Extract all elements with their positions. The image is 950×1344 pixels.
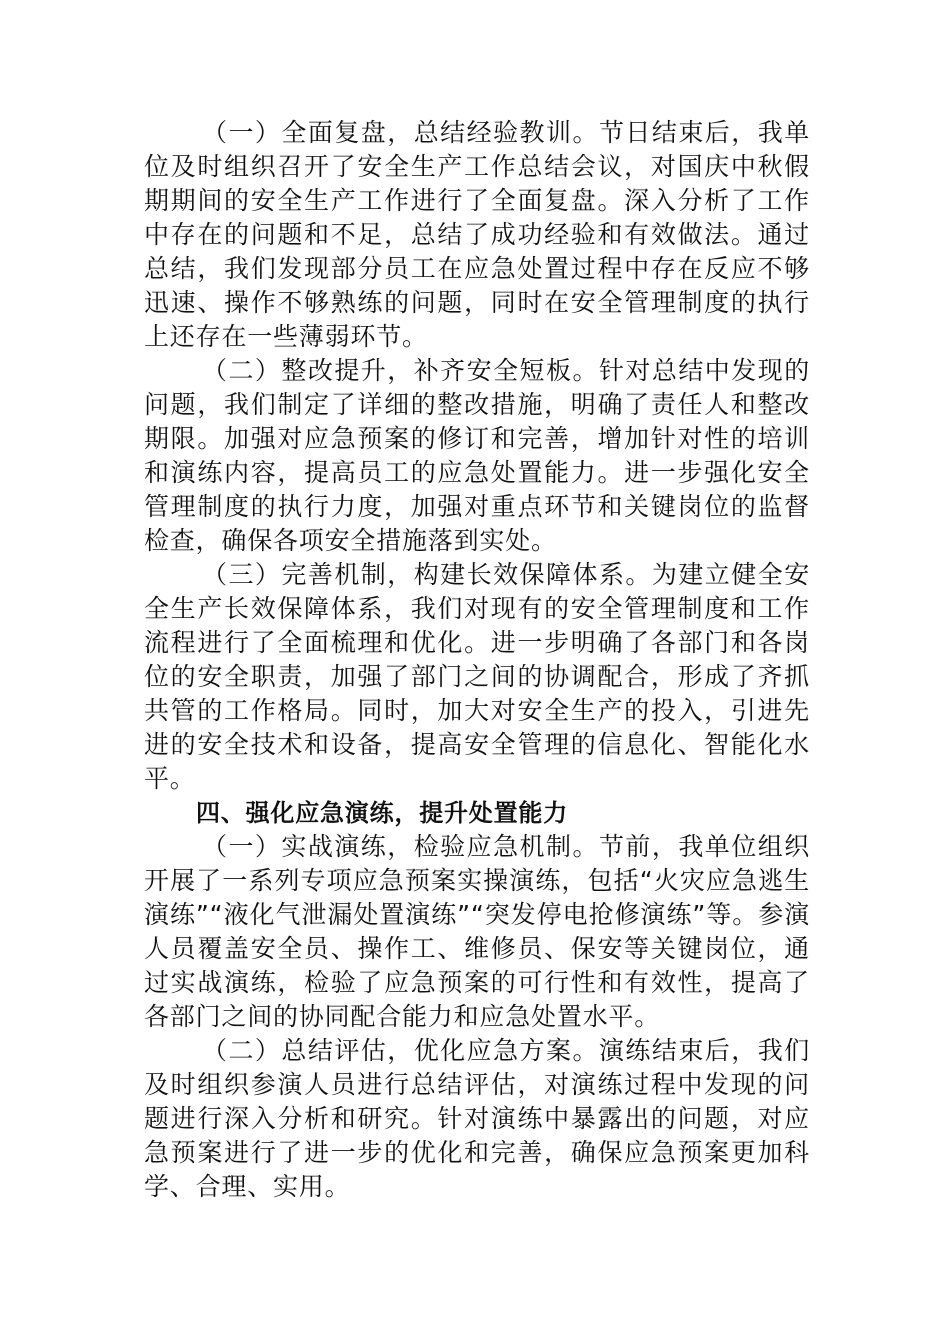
paragraph-rectification: （二）整改提升，补齐安全短板。针对总结中发现的问题，我们制定了详细的整改措施，明确了责任人和整改期限。加强对应急预案的修订和完善，增加针对性的培训和演练内容，提高员工的应急处置能力。进一步强化安全管理制度的执行力度，加强对重点环节和关键岗位的监督检查，确保各项安全措施落到实处。 (144, 356, 810, 555)
paragraph-mechanism: （三）完善机制，构建长效保障体系。为建立健全安全生产长效保障体系，我们对现有的安全管理制度和工作流程进行了全面梳理和优化。进一步明确了各部门和各岗位的安全职责，加强了部门之间的协调配合，形成了齐抓共管的工作格局。同时，加大对安全生产的投入，引进先进的安全技术和设备，提高安全管理的信息化、智能化水平。 (144, 560, 810, 793)
section-heading: 四、强化应急演练，提升处置能力 (196, 799, 568, 827)
paragraph-evaluation: （二）总结评估，优化应急方案。演练结束后，我们及时组织参演人员进行总结评估，对演练过程中发现的问题进行深入分析和研究。针对演练中暴露出的问题，对应急预案进行了进一步的优化和完善，确保应急预案更加科学、合理、实用。 (144, 1036, 810, 1201)
document-page (144, 116, 810, 1204)
paragraph-drill: （一）实战演练，检验应急机制。节前，我单位组织开展了一系列专项应急预案实操演练，包括“火灾应急逃生演练”“液化气泄漏处置演练”“突发停电抢修演练”等。参演人员覆盖安全员、操作工、维修员、保安等关键岗位，通过实战演练，检验了应急预案的可行性和有效性，提高了各部门之间的协同配合能力和应急处置水平。 (144, 832, 810, 1031)
paragraph-review: （一）全面复盘，总结经验教训。节日结束后，我单位及时组织召开了安全生产工作总结会议，对国庆中秋假期期间的安全生产工作进行了全面复盘。深入分析了工作中存在的问题和不足，总结了成功经验和有效做法。通过总结，我们发现部分员工在应急处置过程中存在反应不够迅速、操作不够熟练的问题，同时在安全管理制度的执行上还存在一些薄弱环节。 (144, 118, 810, 351)
